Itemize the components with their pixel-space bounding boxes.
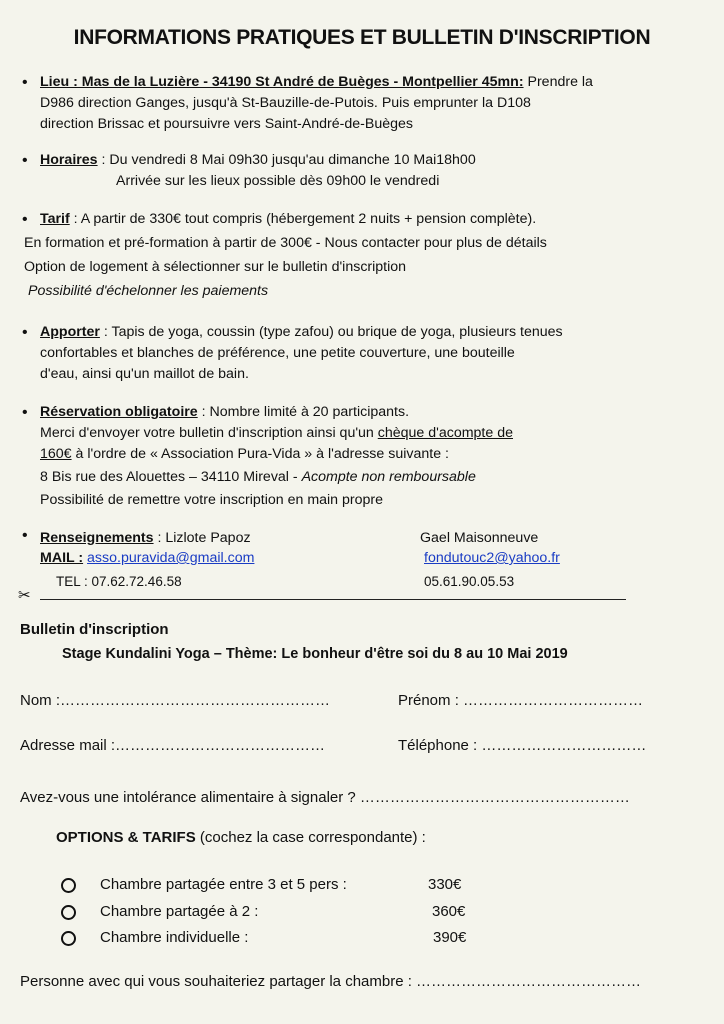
- mail-link-2[interactable]: fondutouc2@yahoo.fr: [424, 550, 560, 566]
- horaires-line1: : Du vendredi 8 Mai 09h30 jusqu'au dimanche 10 Mai18h00: [97, 152, 476, 168]
- intolerance-field[interactable]: Avez-vous une intolérance alimentaire à signaler ? ………………………………………………: [20, 789, 630, 806]
- mail-link-1[interactable]: asso.puravida@gmail.com: [87, 550, 255, 566]
- reservation-line4b: Acompte non remboursable: [301, 469, 476, 485]
- horaires-section: [22, 150, 704, 192]
- contact-name-1: : Lizlote Papoz: [153, 530, 251, 546]
- horaires-line2: Arrivée sur les lieux possible dès 09h00 le vendredi: [116, 173, 440, 189]
- reservation-line5: Possibilité de remettre votre inscription en main propre: [40, 492, 384, 508]
- tarif-section: [22, 209, 704, 302]
- prenom-field[interactable]: Prénom : ………………………………: [398, 692, 644, 709]
- tarif-line1: : A partir de 330€ tout compris (hébergement 2 nuits + pension complète).: [69, 211, 537, 227]
- lieu-line3: direction Brissac et poursuivre vers Saint-André-de-Buèges: [40, 116, 413, 132]
- reservation-line1: : Nombre limité à 20 participants.: [197, 404, 410, 420]
- option-price-1: 330€: [428, 876, 462, 893]
- bullet: •: [22, 152, 28, 169]
- tel-2: 05.61.90.05.53: [424, 574, 515, 589]
- apporter-line1: : Tapis de yoga, coussin (type zafou) ou brique de yoga, plusieurs tenues: [99, 324, 563, 340]
- telephone-field[interactable]: Téléphone : ……………………………: [398, 737, 647, 754]
- partner-field[interactable]: Personne avec qui vous souhaiteriez partager la chambre : ………………………………………: [20, 973, 642, 990]
- lieu-label: Lieu : Mas de la Luzière - 34190 St André de Buèges - Montpellier 45mn:: [40, 74, 524, 90]
- option-label-1: Chambre partagée entre 3 et 5 pers :: [100, 876, 347, 893]
- options-heading: [56, 829, 426, 846]
- bullet: •: [22, 527, 28, 544]
- scissors-icon: ✂: [18, 587, 31, 604]
- cut-line: [18, 587, 626, 610]
- lieu-line2: D986 direction Ganges, jusqu'à St-Bauzille-de-Putois. Puis emprunter la D108: [40, 95, 531, 111]
- nom-field[interactable]: Nom :………………………………………………: [20, 692, 331, 709]
- reservation-line4a: 8 Bis rue des Alouettes – 34110 Mireval -: [40, 469, 302, 485]
- options-label: OPTIONS & TARIFS: [56, 829, 196, 846]
- divider: [40, 599, 626, 600]
- tarif-line3: Option de logement à sélectionner sur le bulletin d'inscription: [24, 259, 407, 275]
- reservation-section: [22, 402, 704, 511]
- option-price-2: 360€: [432, 903, 466, 920]
- option-radio-2[interactable]: [61, 905, 76, 920]
- email-field[interactable]: Adresse mail :……………………………………: [20, 737, 326, 754]
- options-note: (cochez la case correspondante) :: [195, 829, 426, 846]
- contact-name-2: Gael Maisonneuve: [420, 530, 539, 546]
- reservation-label: Réservation obligatoire: [40, 404, 198, 420]
- horaires-label: Horaires: [40, 152, 98, 168]
- lieu-section: [22, 72, 704, 135]
- apporter-section: [22, 322, 704, 385]
- option-radio-1[interactable]: [61, 878, 76, 893]
- mail-row: [40, 548, 254, 569]
- lieu-line1: Prendre la: [523, 74, 593, 90]
- tarif-label: Tarif: [40, 211, 70, 227]
- stage-title: Stage Kundalini Yoga – Thème: Le bonheur d'être soi du 8 au 10 Mai 2019: [62, 646, 568, 662]
- bullet: •: [22, 74, 28, 91]
- reservation-line3a: 160€: [40, 446, 72, 462]
- option-label-2: Chambre partagée à 2 :: [100, 903, 259, 920]
- option-label-3: Chambre individuelle :: [100, 929, 249, 946]
- page-title: INFORMATIONS PRATIQUES ET BULLETIN D'INSCRIPTION: [73, 26, 651, 49]
- reservation-line2b: chèque d'acompte de: [377, 425, 513, 441]
- renseignements-label: Renseignements: [40, 530, 154, 546]
- bullet: •: [22, 211, 28, 228]
- tarif-line4: Possibilité d'échelonner les paiements: [28, 283, 269, 299]
- bullet: •: [22, 404, 28, 421]
- option-price-3: 390€: [433, 929, 467, 946]
- apporter-label: Apporter: [40, 324, 100, 340]
- bullet: •: [22, 324, 28, 341]
- apporter-line3: d'eau, ainsi qu'un maillot de bain.: [40, 366, 249, 382]
- reservation-line2a: Merci d'envoyer votre bulletin d'inscription ainsi qu'un: [40, 425, 378, 441]
- mail-label: MAIL :: [40, 550, 84, 566]
- bulletin-heading: Bulletin d'inscription: [20, 621, 169, 638]
- apporter-line2: confortables et blanches de préférence, une petite couverture, une bouteille: [40, 345, 515, 361]
- renseignements-row: [40, 528, 251, 549]
- tarif-line2: En formation et pré-formation à partir de 300€ - Nous contacter pour plus de détails: [24, 235, 547, 251]
- reservation-line3b: à l'ordre de « Association Pura-Vida » à l'adresse suivante :: [71, 446, 449, 462]
- tel-1: TEL : 07.62.72.46.58: [56, 574, 182, 589]
- option-radio-3[interactable]: [61, 931, 76, 946]
